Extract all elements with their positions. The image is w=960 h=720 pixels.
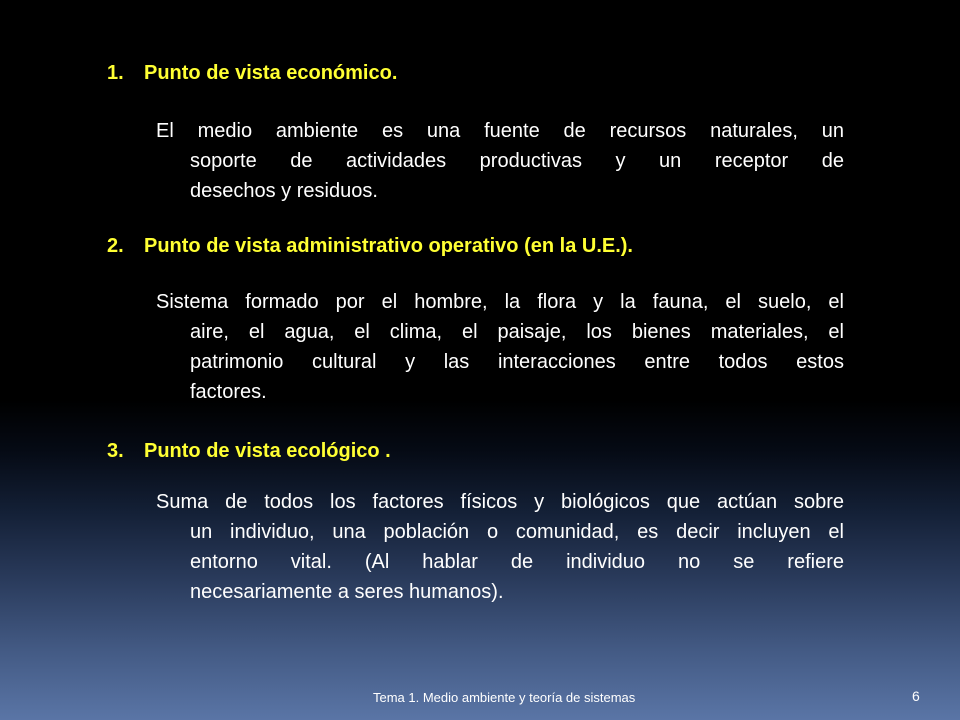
section-3-title: Punto de vista ecológico . — [144, 440, 391, 462]
section-2-paragraph — [156, 287, 844, 407]
section-3-line-1: Suma de todos los factores físicos y biológicos que actúan sobre — [156, 491, 844, 513]
section-2-line-3: patrimonio cultural y las interacciones entre todos estos — [190, 351, 844, 373]
section-3-line-2: un individuo, una población o comunidad, es decir incluyen el — [190, 521, 844, 543]
section-1-line-1: El medio ambiente es una fuente de recursos naturales, un — [156, 120, 844, 142]
section-1-number: 1. — [107, 62, 124, 84]
section-1-paragraph — [156, 116, 844, 206]
section-2-heading — [107, 231, 633, 261]
section-3-line-3: entorno vital. (Al hablar de individuo no se refiere — [190, 551, 844, 573]
section-3-line-4: necesariamente a seres humanos). — [190, 581, 504, 603]
section-1-title: Punto de vista económico. — [144, 62, 398, 84]
section-2-title: Punto de vista administrativo operativo (en la U.E.). — [144, 235, 633, 257]
footer-title: Tema 1. Medio ambiente y teoría de sistemas — [373, 690, 636, 705]
section-2-line-1: Sistema formado por el hombre, la flora y la fauna, el suelo, el — [156, 291, 844, 313]
section-1-heading — [107, 58, 397, 88]
section-3-paragraph — [156, 487, 844, 607]
section-1-line-2: soporte de actividades productivas y un receptor de — [190, 150, 844, 172]
section-3-heading — [107, 436, 391, 466]
section-2-line-2: aire, el agua, el clima, el paisaje, los bienes materiales, el — [190, 321, 844, 343]
page-number: 6 — [912, 688, 920, 704]
section-3-number: 3. — [107, 440, 124, 462]
section-2-line-4: factores. — [190, 381, 267, 403]
section-1-line-3: desechos y residuos. — [190, 180, 378, 202]
section-2-number: 2. — [107, 235, 124, 257]
